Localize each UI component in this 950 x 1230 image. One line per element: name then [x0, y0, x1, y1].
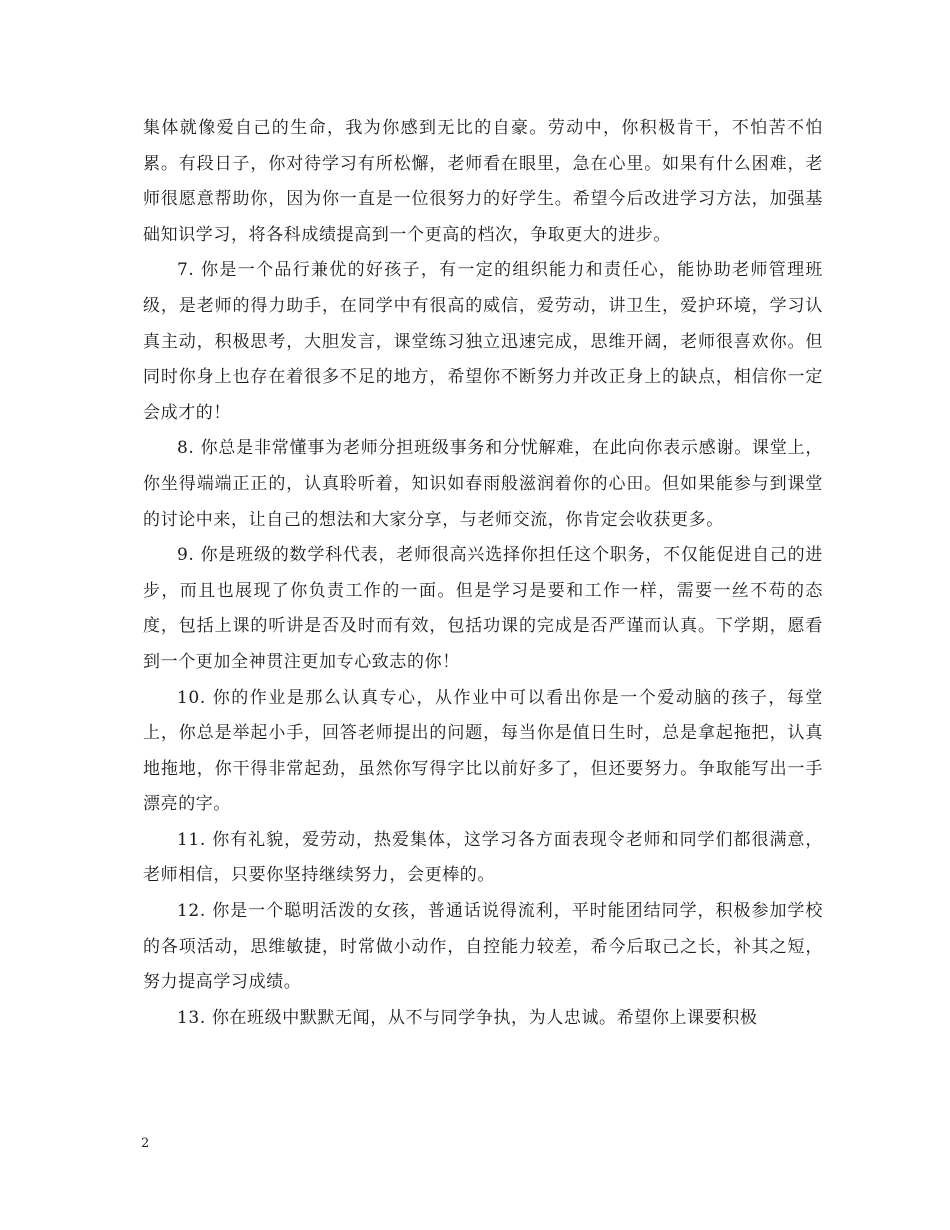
document-body — [143, 111, 823, 1036]
paragraph-item-11: 11. 你有礼貌，爱劳动，热爱集体，这学习各方面表现令老师和同学们都很满意，老师相信，只要你坚持继续努力，会更棒的。 — [143, 829, 823, 886]
paragraph-item-10: 10. 你的作业是那么认真专心，从作业中可以看出你是一个爱动脑的孩子，每堂上，你总是举起小手，回答老师提出的问题，每当你是值日生时，总是拿起拖把，认真地拖地，你干得非常起劲，虽然你写得字比以前好多了，但还要努力。争取能写出一手漂亮的字。 — [143, 687, 823, 815]
paragraph-continuation: 集体就像爱自己的生命，我为你感到无比的自豪。劳动中，你积极肯干，不怕苦不怕累。有段日子，你对待学习有所松懈，老师看在眼里，急在心里。如果有什么困难，老师很愿意帮助你，因为你一直是一位很努力的好学生。希望今后改进学习方法，加强基础知识学习，将各科成绩提高到一个更高的档次，争取更大的进步。 — [143, 118, 823, 245]
paragraph-item-13: 13. 你在班级中默默无闻，从不与同学争执，为人忠诚。希望你上课要积极 — [177, 1007, 758, 1028]
paragraph-item-7: 7. 你是一个品行兼优的好孩子，有一定的组织能力和责任心，能协助老师管理班级，是老师的得力助手，在同学中有很高的威信，爱劳动，讲卫生，爱护环境，学习认真主动，积极思考，大胆发言，课堂练习独立迅速完成，思维开阔，老师很喜欢你。但同时你身上也存在着很多不足的地方，希望你不断努力并改正身上的缺点，相信你一定会成才的！ — [143, 260, 823, 423]
paragraph-item-9: 9. 你是班级的数学科代表，老师很高兴选择你担任这个职务，不仅能促进自己的进步，而且也展现了你负责工作的一面。但是学习是要和工作一样，需要一丝不苟的态度，包括上课的听讲是否及时而有效，包括功课的完成是否严谨而认真。下学期，愿看到一个更加全神贯注更加专心致志的你！ — [143, 545, 823, 672]
paragraph-item-8: 8. 你总是非常懂事为老师分担班级事务和分忧解难，在此向你表示感谢。课堂上，你坐得端端正正的，认真聆听着，知识如春雨般滋润着你的心田。但如果能参与到课堂的讨论中来，让自己的想法和大家分享，与老师交流，你肯定会收获更多。 — [143, 438, 823, 530]
page-number: 2 — [141, 1136, 150, 1151]
paragraph-item-12: 12. 你是一个聪明活泼的女孩，普通话说得流利，平时能团结同学，积极参加学校的各项活动，思维敏捷，时常做小动作，自控能力较差，希今后取己之长，补其之短，努力提高学习成绩。 — [143, 901, 823, 993]
